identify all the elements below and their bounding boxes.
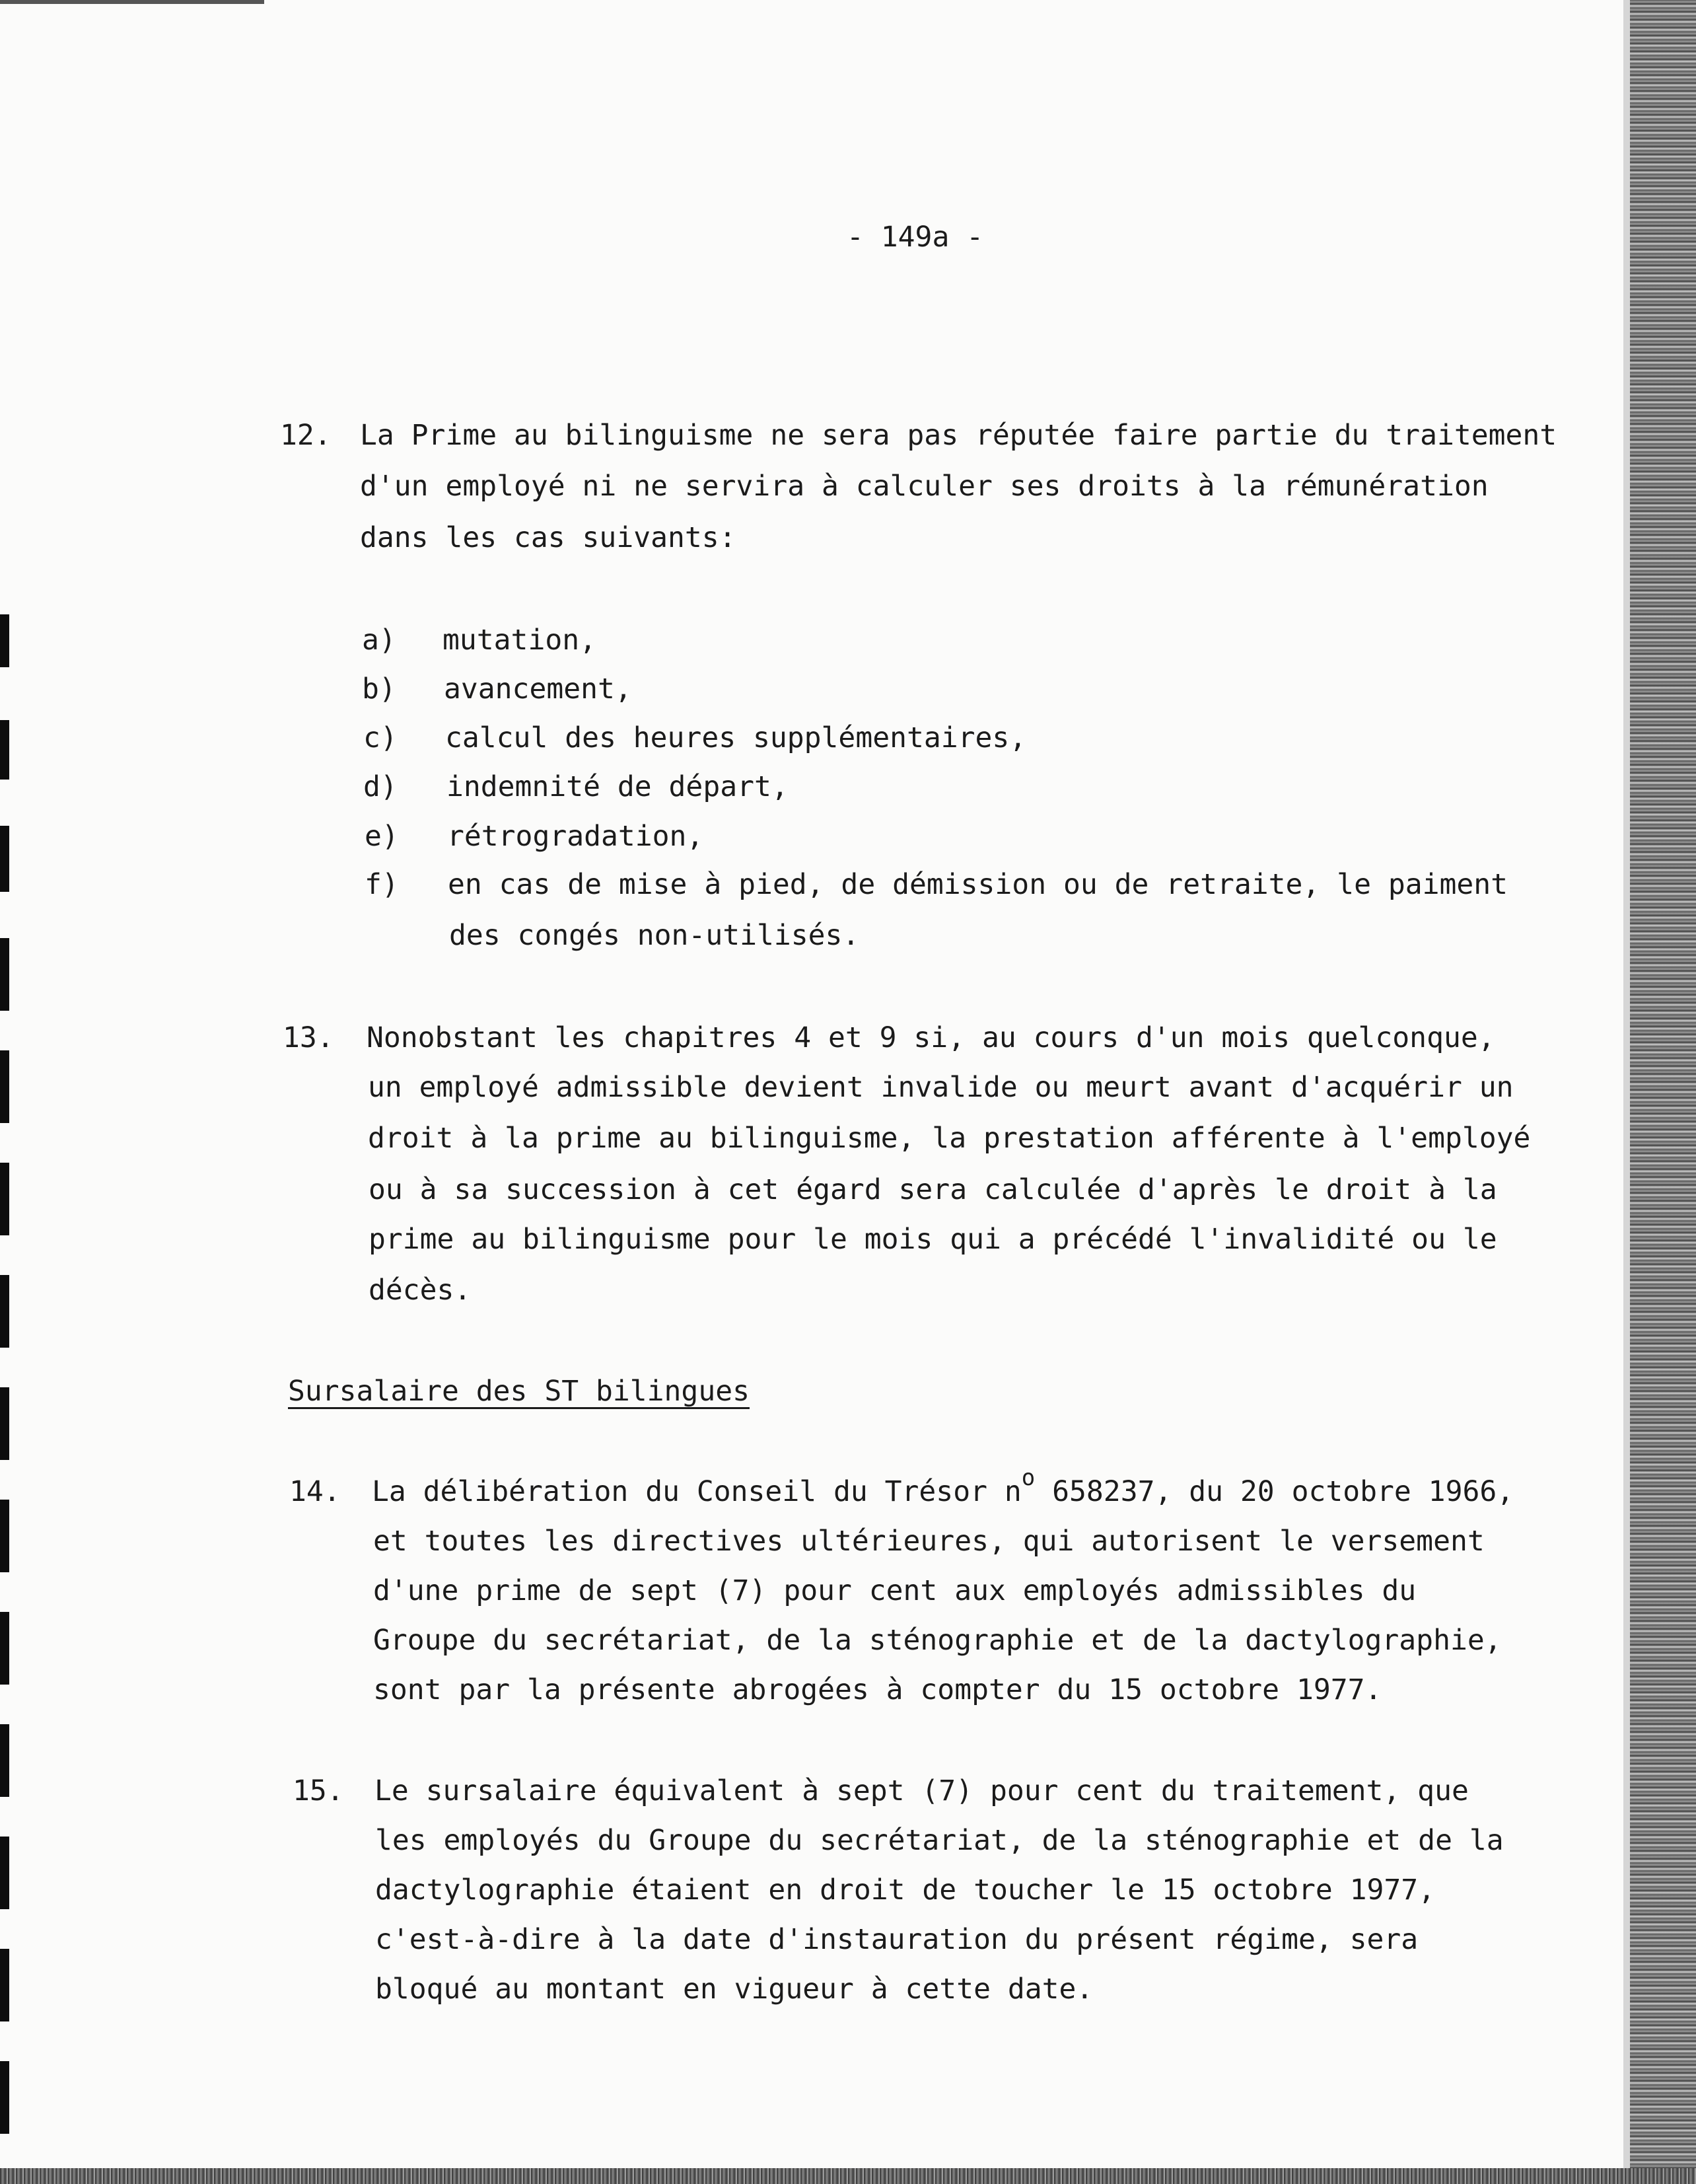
page-number: - 149a -: [847, 221, 984, 254]
paragraph-line: les employés du Groupe du secrétariat, de la sténographie et de la: [375, 1824, 1504, 1857]
paragraph-line: d'une prime de sept (7) pour cent aux employés admissibles du: [373, 1574, 1417, 1607]
binder-mark: [0, 1724, 9, 1797]
scan-edge-right: [1630, 0, 1696, 2184]
binder-mark: [0, 1949, 9, 2021]
binder-mark: [0, 1275, 9, 1348]
paragraph-number: 15.: [293, 1774, 344, 1807]
list-item-text: indemnité de départ,: [446, 770, 789, 803]
list-item-letter: c): [363, 721, 398, 754]
list-item-text: des congés non-utilisés.: [449, 919, 860, 952]
binder-mark: [0, 826, 9, 892]
paragraph-line: dans les cas suivants:: [360, 521, 736, 554]
list-item-text: en cas de mise à pied, de démission ou de retraite, le paiment: [448, 868, 1508, 901]
paragraph-line-text: 658237, du 20 octobre 1966,: [1035, 1475, 1514, 1508]
binder-mark: [0, 1387, 9, 1460]
scan-edge-bottom: [0, 2168, 1696, 2184]
paragraph-line: et toutes les directives ultérieures, qui autorisent le versement: [373, 1525, 1485, 1558]
section-heading: Sursalaire des ST bilingues: [288, 1375, 750, 1408]
paragraph-line: dactylographie étaient en droit de toucher le 15 octobre 1977,: [375, 1874, 1436, 1907]
binder-mark: [0, 1612, 9, 1685]
paragraph-number: 14.: [289, 1475, 341, 1508]
binder-mark: [0, 614, 9, 667]
paragraph-line: d'un employé ni ne servira à calculer ses droits à la rémunération: [360, 470, 1489, 503]
list-item-letter: f): [365, 868, 399, 901]
binder-mark: [0, 1163, 9, 1235]
paragraph-number: 13.: [283, 1021, 334, 1054]
list-item-text: avancement,: [444, 673, 632, 706]
paragraph-line: ou à sa succession à cet égard sera calculée d'après le droit à la: [369, 1173, 1497, 1206]
paragraph-line: Groupe du secrétariat, de la sténographie et de la dactylographie,: [373, 1624, 1502, 1657]
paragraph-line: un employé admissible devient invalide ou meurt avant d'acquérir un: [368, 1071, 1514, 1104]
paragraph-number: 12.: [280, 419, 332, 452]
paragraph-line: prime au bilinguisme pour le mois qui a précédé l'invalidité ou le: [369, 1223, 1497, 1256]
superscript: o: [1021, 1465, 1036, 1491]
binder-mark: [0, 720, 9, 780]
binder-mark: [0, 938, 9, 1011]
list-item-letter: d): [363, 770, 398, 803]
list-item-letter: b): [362, 673, 396, 706]
binder-mark: [0, 1050, 9, 1123]
list-item-letter: e): [365, 820, 399, 853]
list-item-text: mutation,: [442, 624, 596, 657]
paragraph-line: Nonobstant les chapitres 4 et 9 si, au cours d'un mois quelconque,: [367, 1021, 1495, 1054]
paragraph-line: décès.: [369, 1274, 472, 1307]
paragraph-line: La Prime au bilinguisme ne sera pas réputée faire partie du traitement: [360, 419, 1557, 452]
paragraph-line: bloqué au montant en vigueur à cette date.: [375, 1973, 1094, 2006]
list-item-letter: a): [362, 624, 396, 657]
paragraph-line: Le sursalaire équivalent à sept (7) pour cent du traitement, que: [374, 1774, 1469, 1807]
binder-mark: [0, 1837, 9, 1909]
paragraph-line: droit à la prime au bilinguisme, la prestation afférente à l'employé: [368, 1122, 1531, 1155]
list-item-text: calcul des heures supplémentaires,: [445, 721, 1027, 754]
paragraph-line-text: La délibération du Conseil du Trésor n: [372, 1475, 1022, 1508]
paragraph-line: sont par la présente abrogées à compter du 15 octobre 1977.: [373, 1673, 1382, 1706]
scan-edge-top: [0, 0, 264, 4]
binder-mark: [0, 1500, 9, 1572]
binder-mark: [0, 2061, 9, 2134]
paragraph-line: c'est-à-dire à la date d'instauration du présent régime, sera: [375, 1923, 1419, 1956]
paragraph-line: [372, 1465, 1514, 1508]
list-item-text: rétrogradation,: [447, 820, 704, 853]
